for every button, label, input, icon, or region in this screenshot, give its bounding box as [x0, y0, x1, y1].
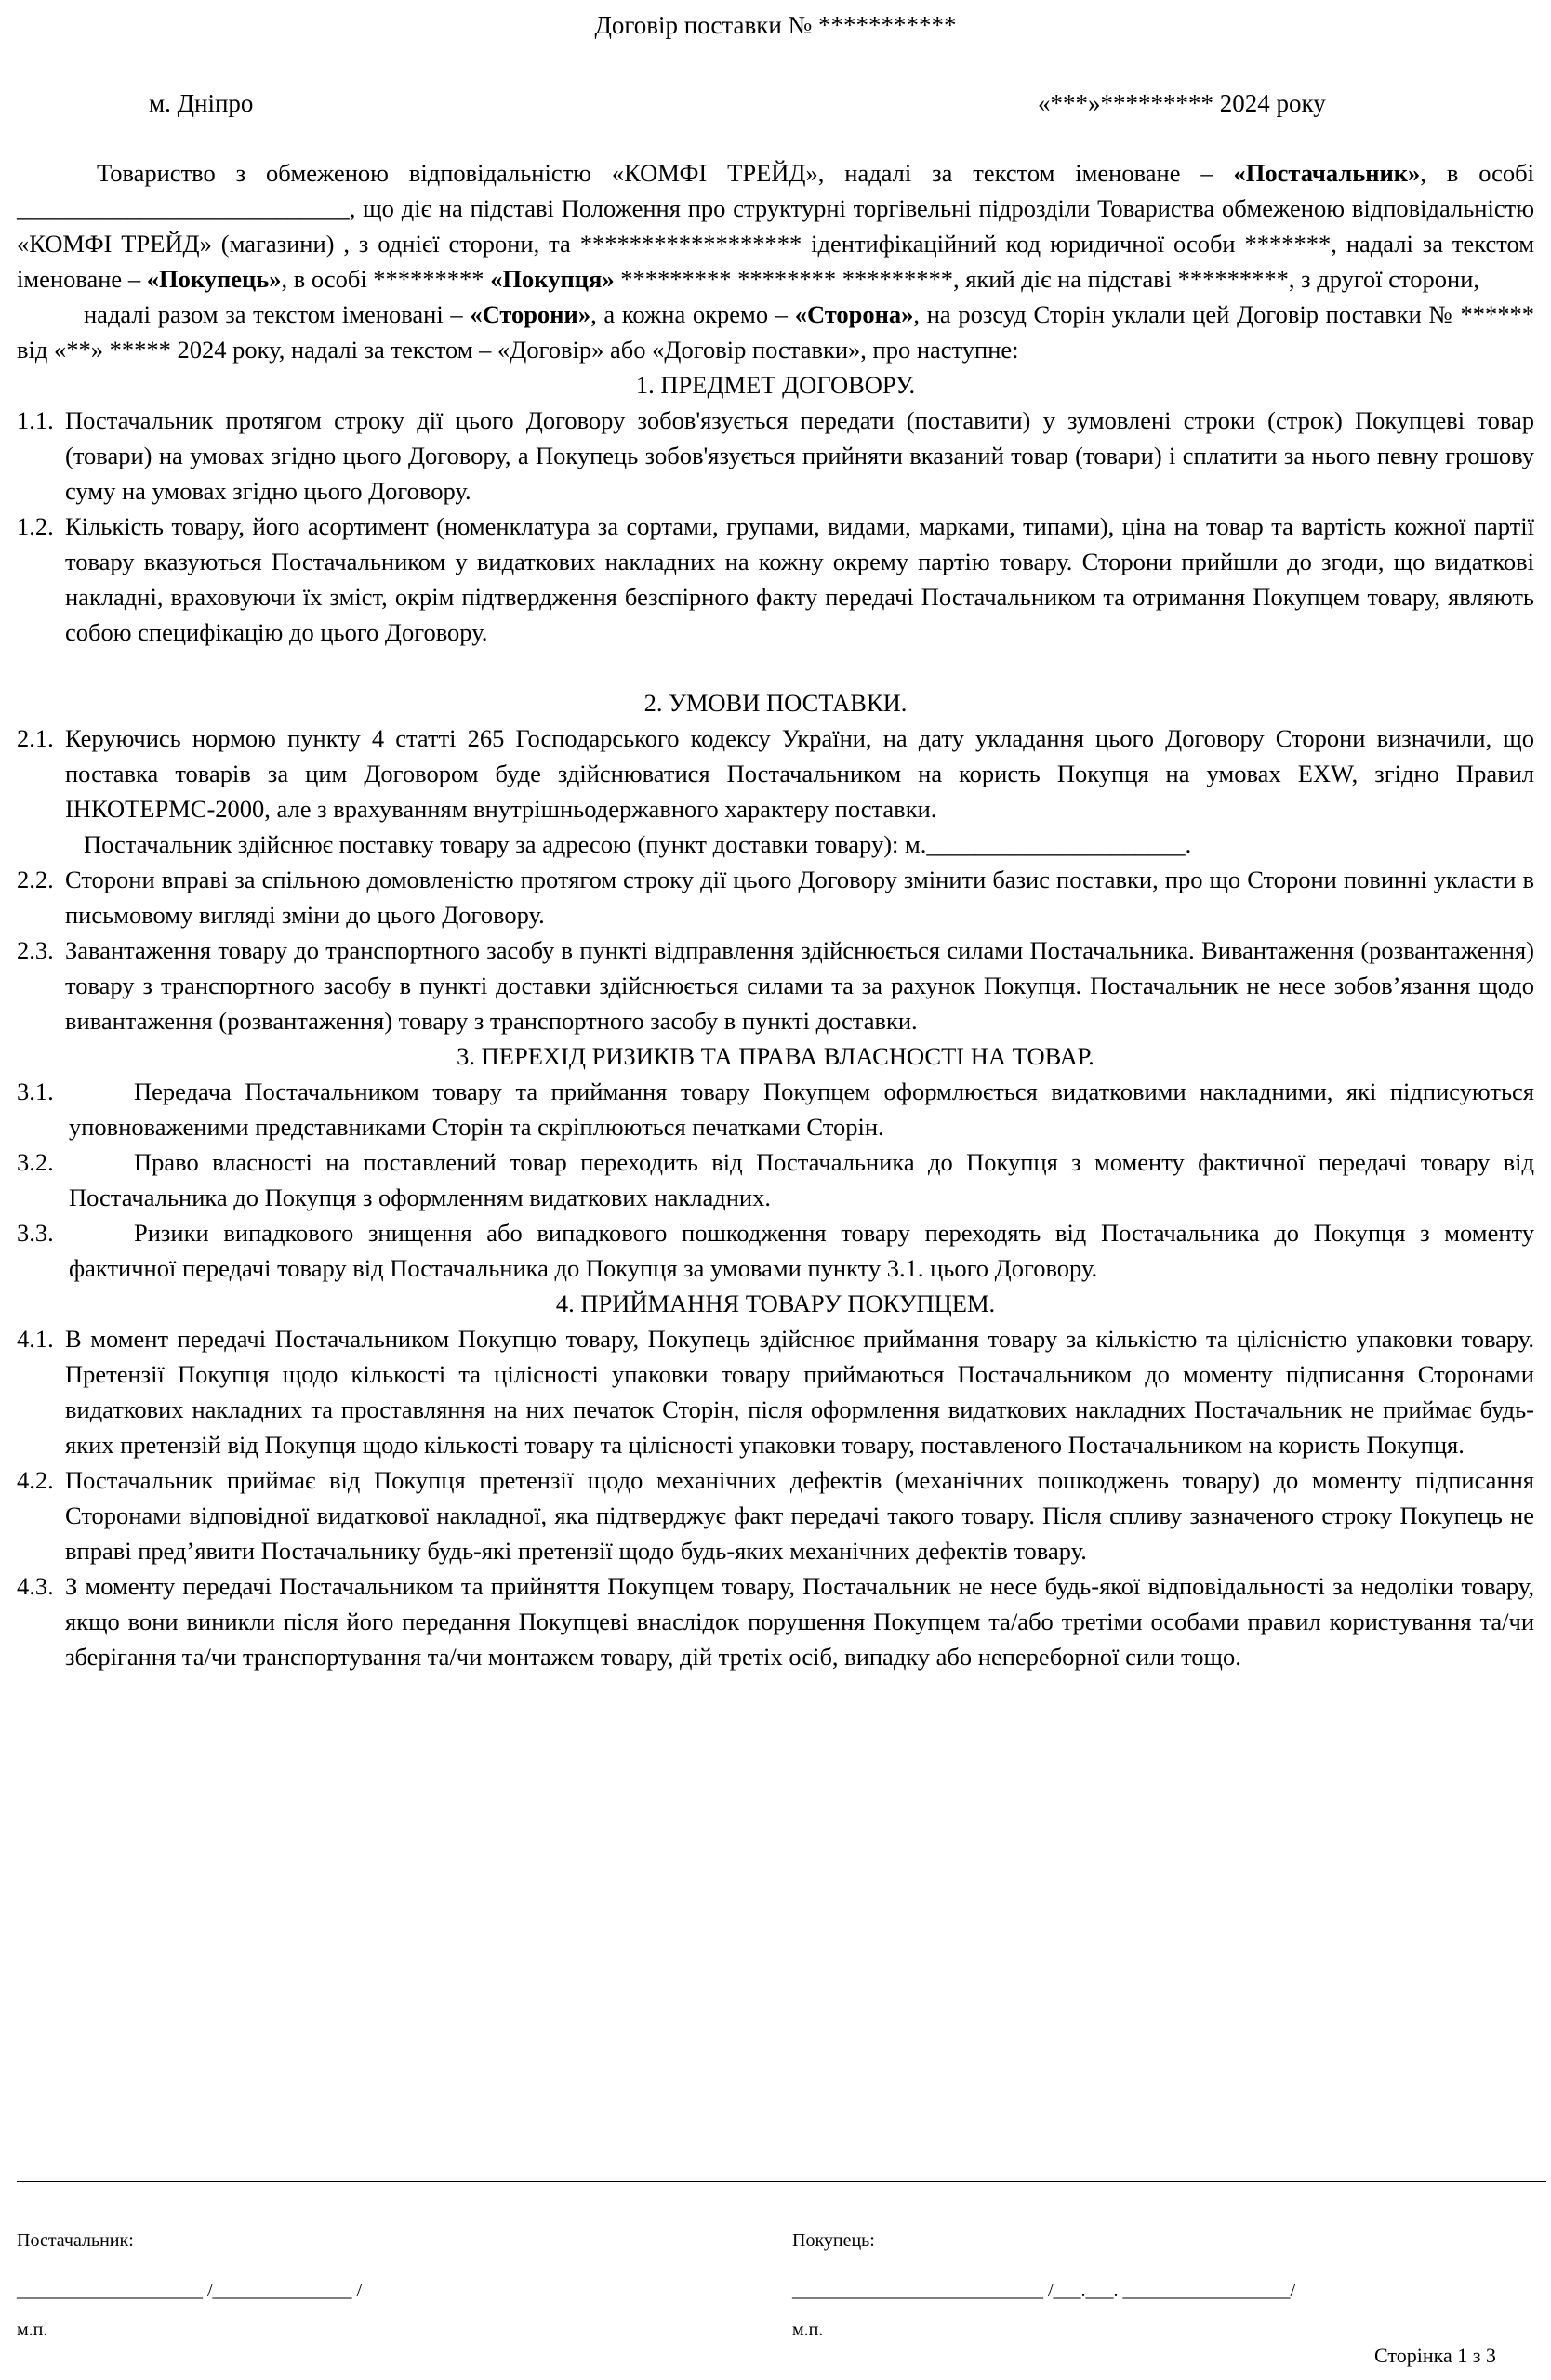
clause-text: Кількість товару, його асортимент (номенклатура за сортами, групами, видами, марками, типами), ціна на товар та вартість кожної партії товару вказуються Постачальником у видаткових накладних на кожну окрему партію товару. Сторони прийшли до згоди, що видаткові накладні, враховуючи їх зміст, окрім підтвердження безспірного факту передачі Постачальником та отримання Покупцем товару, являють собою специфікацію до цього Договору. [65, 512, 1534, 646]
clause-2-2 [17, 862, 1534, 932]
clause-number: 3.2. [17, 1148, 54, 1176]
clause-text: В момент передачі Постачальником Покупцю товару, Покупець здійснює приймання товару за кількістю та цілісністю упаковки товару. Претензії Покупця щодо кількості та цілісності упаковки товару приймаються Постачальником до моменту підписання Сторонами видаткових накладних та проставляння на них печаток Сторін, після оформлення видаткових накладних Постачальник не приймає будь-яких претензій від Покупця щодо кількості товару та цілісності упаковки товару, поставленого Постачальником на користь Покупця. [65, 1325, 1534, 1459]
clause-number: 1.2. [17, 512, 54, 540]
clause-text: З моменту передачі Постачальником та прийняття Покупцем товару, Постачальник не несе будь-якої відповідальності за недоліки товару, якщо вони виникли після його передання Покупцеві внаслідок порушення Покупцем та/або третіми особами правил користування та/чи зберігання та/чи транспортування та/чи монтажем товару, дій третіх осіб, випадку або непереборної сили тощо. [65, 1572, 1534, 1671]
cut-off-footer-line [418, 2369, 1162, 2380]
clause-text: Постачальник протягом строку дії цього Договору зобов'язується передати (поставити) у зумовлені строки (строк) Покупцеві товар (товари) на умовах згідно цього Договору, а Покупець зобов'язується прийняти вказаний товар (товари) і сплатити за нього певну грошову суму на умовах згідно цього Договору. [65, 406, 1534, 505]
clause-1-2 [17, 509, 1534, 650]
clause-number: 3.1. [17, 1078, 54, 1105]
clause-2-3 [17, 932, 1534, 1038]
clause-text: Керуючись нормою пункту 4 статті 265 Господарського кодексу України, на дату укладання цього Договору Сторони визначили, що поставка товарів за цим Договором буде здійснюватися Постачальником на користь Покупця на умовах EXW, згідно Правил ІНКОТЕРМС-2000, але з врахуванням внутрішньодержавного характеру поставки. [65, 724, 1534, 823]
clause-text: Право власності на поставлений товар переходить від Постачальника до Покупця з моменту фактичної передачі товару від Постачальника до Покупця з оформленням видаткових накладних. [69, 1148, 1534, 1211]
clause-4-3 [17, 1568, 1534, 1674]
section-3-heading: 3. ПЕРЕХІД РИЗИКІВ ТА ПРАВА ВЛАСНОСТІ НА ТОВАР. [457, 1042, 1094, 1070]
clause-4-1 [17, 1321, 1534, 1462]
footer-divider [17, 2181, 1546, 2182]
section-1-heading: 1. ПРЕДМЕТ ДОГОВОРУ. [635, 371, 916, 399]
preamble-paragraph-2: надалі разом за текстом іменовані – «Сторони», а кожна окремо – «Сторона», на розсуд Сторін уклали цей Договір поставки № ****** від «**» ***** 2024 року, надалі за текстом – «Договір» або «Договір поставки», про наступне: [17, 300, 1534, 364]
clause-text: Постачальник приймає від Покупця претензії щодо механічних дефектів (механічних пошкоджень товару) до моменту підписання Сторонами відповідної видаткової накладної, яка підтверджує факт передачі такого товару. Після спливу зазначеного строку Покупець не вправі пред’явити Постачальнику будь-які претензії щодо будь-яких механічних дефектів товару. [65, 1466, 1534, 1565]
clause-text: Ризики випадкового знищення або випадкового пошкодження товару переходять від Постачальника до Покупця з моменту фактичної передачі товару від Постачальника до Покупця за умовами пункту 3.1. цього Договору. [69, 1219, 1534, 1282]
clause-3-1 [17, 1074, 1534, 1144]
delivery-address-line: Постачальник здійснює поставку товару за адресою (пункт доставки товару): м._____________________. [84, 830, 1192, 858]
clause-text: Передача Постачальником товару та приймання товару Покупцем оформлюється видатковими накладними, які підписуються уповноваженими представниками Сторін та скріплюються печатками Сторін. [69, 1078, 1534, 1141]
supplier-signature-line: ____________________ /_______________ / [17, 2281, 363, 2301]
buyer-signature-line: ___________________________ /___.___. __________________/ [792, 2281, 1296, 2301]
clause-number: 4.1. [17, 1325, 54, 1353]
clause-text: Завантаження товару до транспортного засобу в пункті відправлення здійснюється силами Постачальника. Вивантаження (розвантаження) товару з транспортного засобу в пункті доставки здійснюється силами та за рахунок Покупця. Постачальник не несе зобов’язання щодо вивантаження (розвантаження) товару з транспортного засобу в пункті доставки. [65, 936, 1534, 1035]
clause-number: 2.3. [17, 936, 54, 964]
contract-city: м. Дніпро [149, 89, 254, 117]
clause-number: 4.3. [17, 1572, 54, 1600]
clause-3-3 [17, 1215, 1534, 1286]
clause-4-2 [17, 1462, 1534, 1568]
page-number: Сторінка 1 з 3 [1374, 2344, 1496, 2367]
clause-number: 3.3. [17, 1219, 54, 1247]
clause-number: 2.2. [17, 866, 54, 893]
contract-date: «***»********* 2024 року [1038, 89, 1326, 117]
section-2-heading: 2. УМОВИ ПОСТАВКИ. [643, 689, 908, 717]
clause-number: 2.1. [17, 724, 54, 752]
section-4-heading: 4. ПРИЙМАННЯ ТОВАРУ ПОКУПЦЕМ. [555, 1289, 996, 1317]
clause-number: 1.1. [17, 406, 54, 434]
supplier-label: Постачальник: [17, 2230, 134, 2251]
contract-body [17, 155, 1534, 1674]
clause-1-1 [17, 403, 1534, 509]
preamble-paragraph-1: Товариство з обмеженою відповідальністю «КОМФІ ТРЕЙД», надалі за текстом іменоване – «Постачальник», в особі ___________________________, що діє на підставі Положення про структурні торгівельні підрозділи Товариства обмеженою відповідальністю «КОМФІ ТРЕЙД» (магазини) , з однієї сторони, та ****************** ідентифікаційний код юридичної особи *******, надалі за текстом іменоване – «Покупець», в особі ********* «Покупця» ********* ******** *********, який діє на підставі *********, з другої сторони, [17, 159, 1534, 293]
clause-text: Сторони вправі за спільною домовленістю протягом строку дії цього Договору змінити базис поставки, про що Сторони повинні укласти в письмовому вигляді зміни до цього Договору. [65, 866, 1534, 929]
buyer-label: Покупець: [792, 2230, 875, 2251]
supplier-stamp-mark: м.п. [17, 2320, 48, 2340]
clause-number: 4.2. [17, 1466, 54, 1494]
clause-3-2 [17, 1144, 1534, 1215]
document-title: Договір поставки № *********** [594, 11, 957, 39]
buyer-stamp-mark: м.п. [792, 2320, 824, 2340]
clause-2-1 [17, 721, 1534, 826]
